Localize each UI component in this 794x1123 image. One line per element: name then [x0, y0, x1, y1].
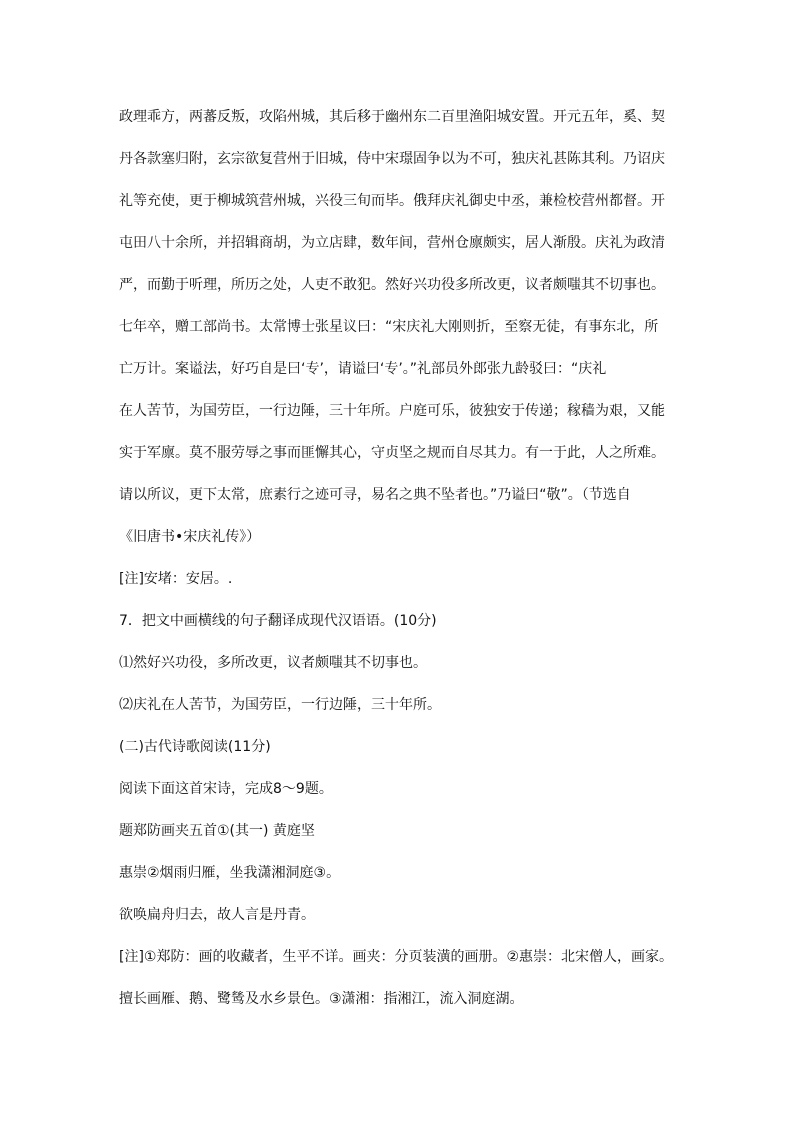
passage-line-9: 实于军廪。莫不服劳辱之事而匪懈其心，守贞坚之规而自尽其力。有一于此，人之所难。 — [119, 445, 665, 461]
passage-line-7: 亡万计。案谥法，好巧自是曰‘专’，请谥曰‘专’。”礼部员外郎张九龄驳曰：“庆礼 — [119, 361, 607, 377]
poem-line-2: 欲唤扁舟归去，故人言是丹青。 — [119, 907, 315, 923]
poem-note-line-2: 擅长画雁、鹅、鹭鸶及水乡景色。③潇湘：指湘江，流入洞庭湖。 — [119, 991, 524, 1007]
poem-note-line-1: [注]①郑防：画的收藏者，生平不详。画夹：分页装潢的画册。②惠崇：北宋僧人，画家。 — [119, 949, 674, 965]
passage-line-5: 严，而勤于听理，所历之处，人吏不敢犯。然好兴功役多所改更，议者颇嗤其不切事也。 — [119, 277, 665, 293]
passage-line-2: 丹各款塞归附，玄宗欲复营州于旧城，侍中宋璟固争以为不可，独庆礼甚陈其利。乃诏庆 — [119, 151, 665, 167]
passage-line-6: 七年卒，赠工部尚书。太常博士张星议曰：“宋庆礼大刚则折，至察无徒，有事东北，所 — [119, 319, 659, 335]
section-heading: (二)古代诗歌阅读(11分) — [119, 739, 271, 755]
passage-line-1: 政理乖方，两蕃反叛，攻陷州城，其后移于幽州东二百里渔阳城安置。开元五年，奚、契 — [119, 109, 665, 125]
question-7-item-2: ⑵庆礼在人苦节，为国劳臣，一行边陲，三十年所。 — [119, 697, 441, 713]
passage-line-3: 礼等充使，更于柳城筑营州城，兴役三旬而毕。俄拜庆礼御史中丞，兼检校营州都督。开 — [119, 193, 665, 209]
question-7: 7．把文中画横线的句子翻译成现代汉语语。(10分) — [119, 613, 437, 629]
passage-line-4: 屯田八十余所，并招辑商胡，为立店肆，数年间，营州仓廪颇实，居人渐殷。庆礼为政清 — [119, 235, 665, 251]
poem-title: 题郑防画夹五首①(其一) 黄庭坚 — [119, 823, 315, 839]
passage-line-10: 请以所议，更下太常，庶素行之迹可寻，易名之典不坠者也。”乃谥曰“敬”。（节选自 — [119, 487, 631, 503]
passage-line-8: 在人苦节，为国劳臣，一行边陲，三十年所。户庭可乐，彼独安于传递；稼穑为艰，又能 — [119, 403, 665, 419]
instruction-text: 阅读下面这首宋诗，完成8～9题。 — [119, 781, 333, 797]
note-annotation: [注]安堵：安居。. — [119, 571, 233, 587]
question-7-item-1: ⑴然好兴功役，多所改更，议者颇嗤其不切事也。 — [119, 655, 427, 671]
poem-line-1: 惠崇②烟雨归雁，坐我潇湘洞庭③。 — [119, 865, 341, 881]
passage-source: 《旧唐书•宋庆礼传》） — [119, 529, 261, 545]
